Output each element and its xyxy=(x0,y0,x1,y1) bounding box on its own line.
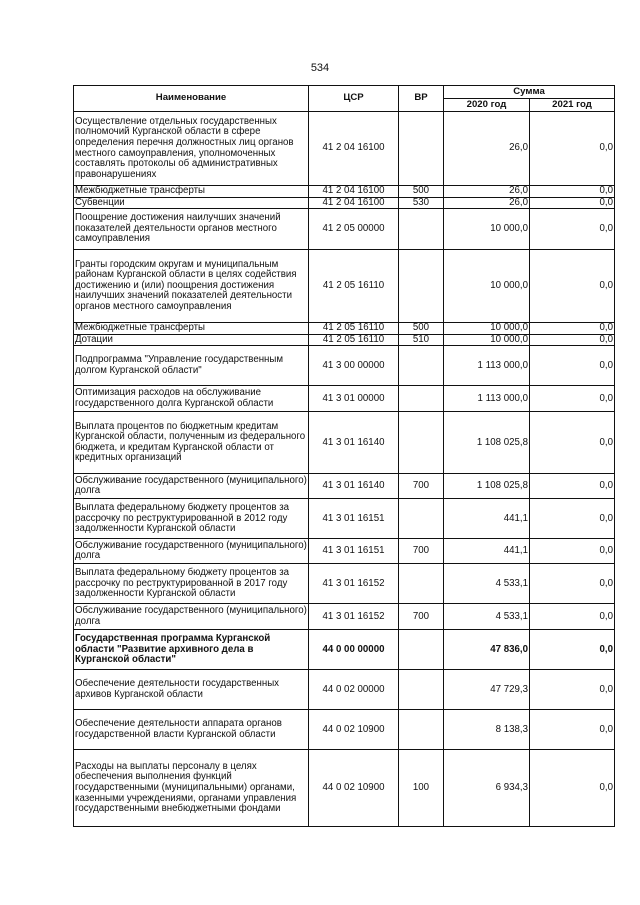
row-sum-2020: 1 108 025,8 xyxy=(444,412,530,474)
table-row xyxy=(74,604,615,630)
page-number: 534 xyxy=(310,62,330,74)
row-csr: 41 2 04 16100 xyxy=(309,112,399,186)
row-csr: 41 2 05 00000 xyxy=(309,209,399,250)
row-csr: 41 2 04 16100 xyxy=(309,186,399,198)
table-row xyxy=(74,209,615,250)
row-name: Дотации xyxy=(74,334,309,346)
row-sum-2020: 10 000,0 xyxy=(444,250,530,323)
row-vr xyxy=(399,630,444,670)
row-name: Межбюджетные трансферты xyxy=(74,186,309,198)
row-name: Выплата федеральному бюджету процентов за рассрочку по реструктурированной в 2012 году задолженности Курганской области xyxy=(74,499,309,539)
row-sum-2021: 0,0 xyxy=(530,386,615,412)
row-vr xyxy=(399,386,444,412)
row-name: Государственная программа Курганской области "Развитие архивного дела в Курганской области" xyxy=(74,630,309,670)
row-sum-2021: 0,0 xyxy=(530,412,615,474)
row-csr: 44 0 02 00000 xyxy=(309,670,399,710)
row-csr: 41 3 01 16140 xyxy=(309,412,399,474)
row-sum-2021: 0,0 xyxy=(530,750,615,827)
row-sum-2021: 0,0 xyxy=(530,564,615,604)
row-sum-2020: 8 138,3 xyxy=(444,710,530,750)
header-name: Наименование xyxy=(74,86,309,112)
table-row xyxy=(74,386,615,412)
row-name: Обеспечение деятельности аппарата органов государственной власти Курганской области xyxy=(74,710,309,750)
row-csr: 41 2 05 16110 xyxy=(309,334,399,346)
row-csr: 44 0 02 10900 xyxy=(309,750,399,827)
table-row xyxy=(74,412,615,474)
table-row xyxy=(74,670,615,710)
row-sum-2020: 10 000,0 xyxy=(444,323,530,335)
header-vr: ВР xyxy=(399,86,444,112)
row-name: Обслуживание государственного (муниципального) долга xyxy=(74,539,309,564)
row-sum-2020: 10 000,0 xyxy=(444,209,530,250)
table-row xyxy=(74,112,615,186)
row-csr: 41 3 01 00000 xyxy=(309,386,399,412)
row-sum-2020: 4 533,1 xyxy=(444,564,530,604)
row-vr xyxy=(399,670,444,710)
row-vr xyxy=(399,250,444,323)
row-name: Выплата федеральному бюджету процентов за рассрочку по реструктурированной в 2017 году задолженности Курганской области xyxy=(74,564,309,604)
row-sum-2020: 47 729,3 xyxy=(444,670,530,710)
table-row xyxy=(74,186,615,198)
table-row xyxy=(74,750,615,827)
row-csr: 41 3 01 16151 xyxy=(309,539,399,564)
row-vr: 700 xyxy=(399,474,444,499)
row-sum-2021: 0,0 xyxy=(530,323,615,335)
row-name: Оптимизация расходов на обслуживание государственного долга Курганской области xyxy=(74,386,309,412)
row-sum-2021: 0,0 xyxy=(530,209,615,250)
row-sum-2020: 1 113 000,0 xyxy=(444,346,530,386)
row-vr: 700 xyxy=(399,604,444,630)
row-name: Осуществление отдельных государственных полномочий Курганской области в сфере определения перечня должностных лиц органов местного самоуправления, уполномоченных составлять протоколы об административных правонарушениях xyxy=(74,112,309,186)
row-vr: 500 xyxy=(399,323,444,335)
row-name: Субвенции xyxy=(74,197,309,209)
row-sum-2021: 0,0 xyxy=(530,250,615,323)
row-vr xyxy=(399,710,444,750)
row-sum-2021: 0,0 xyxy=(530,670,615,710)
row-vr: 510 xyxy=(399,334,444,346)
row-sum-2021: 0,0 xyxy=(530,710,615,750)
row-vr xyxy=(399,564,444,604)
row-csr: 41 2 05 16110 xyxy=(309,250,399,323)
row-csr: 41 2 04 16100 xyxy=(309,197,399,209)
row-vr: 530 xyxy=(399,197,444,209)
row-vr xyxy=(399,209,444,250)
row-sum-2020: 26,0 xyxy=(444,197,530,209)
row-sum-2021: 0,0 xyxy=(530,630,615,670)
row-csr: 41 3 01 16140 xyxy=(309,474,399,499)
budget-table xyxy=(73,85,615,827)
table-row xyxy=(74,630,615,670)
row-sum-2020: 10 000,0 xyxy=(444,334,530,346)
row-sum-2020: 6 934,3 xyxy=(444,750,530,827)
header-sum: Сумма xyxy=(444,86,615,99)
row-name: Обслуживание государственного (муниципального) долга xyxy=(74,474,309,499)
row-csr: 41 3 01 16152 xyxy=(309,564,399,604)
row-name: Обслуживание государственного (муниципального) долга xyxy=(74,604,309,630)
table-row xyxy=(74,564,615,604)
row-sum-2021: 0,0 xyxy=(530,474,615,499)
row-vr xyxy=(399,499,444,539)
row-sum-2021: 0,0 xyxy=(530,112,615,186)
row-name: Расходы на выплаты персоналу в целях обеспечения выполнения функций государственными (муниципальными) органами, казенными учреждениями, органами управления государственными внебюджетными фондами xyxy=(74,750,309,827)
row-sum-2020: 1 108 025,8 xyxy=(444,474,530,499)
row-name: Выплата процентов по бюджетным кредитам Курганской области, полученным из федерального бюджета, и кредитам Курганской области от кредитных организаций xyxy=(74,412,309,474)
table-row xyxy=(74,197,615,209)
row-sum-2020: 4 533,1 xyxy=(444,604,530,630)
row-sum-2020: 1 113 000,0 xyxy=(444,386,530,412)
table-row xyxy=(74,710,615,750)
row-csr: 44 0 00 00000 xyxy=(309,630,399,670)
table-row xyxy=(74,539,615,564)
row-name: Поощрение достижения наилучших значений показателей деятельности органов местного самоуправления xyxy=(74,209,309,250)
header-year-2021: 2021 год xyxy=(530,99,615,112)
row-csr: 41 3 01 16151 xyxy=(309,499,399,539)
row-sum-2020: 26,0 xyxy=(444,186,530,198)
row-csr: 41 3 00 00000 xyxy=(309,346,399,386)
row-sum-2020: 47 836,0 xyxy=(444,630,530,670)
row-sum-2020: 26,0 xyxy=(444,112,530,186)
row-csr: 41 2 05 16110 xyxy=(309,323,399,335)
row-vr: 500 xyxy=(399,186,444,198)
row-sum-2021: 0,0 xyxy=(530,197,615,209)
row-name: Обеспечение деятельности государственных архивов Курганской области xyxy=(74,670,309,710)
row-sum-2021: 0,0 xyxy=(530,186,615,198)
row-vr xyxy=(399,346,444,386)
row-name: Подпрограмма "Управление государственным долгом Курганской области" xyxy=(74,346,309,386)
table-row xyxy=(74,346,615,386)
row-vr: 700 xyxy=(399,539,444,564)
row-vr: 100 xyxy=(399,750,444,827)
row-sum-2020: 441,1 xyxy=(444,499,530,539)
row-name: Гранты городским округам и муниципальным районам Курганской области в целях содействия достижению и (или) поощрения достижения наилучших значений показателей деятельности органов местного самоуправления xyxy=(74,250,309,323)
row-sum-2021: 0,0 xyxy=(530,334,615,346)
row-sum-2021: 0,0 xyxy=(530,539,615,564)
table-row xyxy=(74,499,615,539)
row-sum-2021: 0,0 xyxy=(530,604,615,630)
row-vr xyxy=(399,412,444,474)
row-csr: 41 3 01 16152 xyxy=(309,604,399,630)
header-year-2020: 2020 год xyxy=(444,99,530,112)
table-row xyxy=(74,474,615,499)
row-name: Межбюджетные трансферты xyxy=(74,323,309,335)
row-sum-2020: 441,1 xyxy=(444,539,530,564)
table-row xyxy=(74,323,615,335)
header-csr: ЦСР xyxy=(309,86,399,112)
row-vr xyxy=(399,112,444,186)
row-sum-2021: 0,0 xyxy=(530,499,615,539)
row-csr: 44 0 02 10900 xyxy=(309,710,399,750)
table-row xyxy=(74,334,615,346)
row-sum-2021: 0,0 xyxy=(530,346,615,386)
table-row xyxy=(74,250,615,323)
